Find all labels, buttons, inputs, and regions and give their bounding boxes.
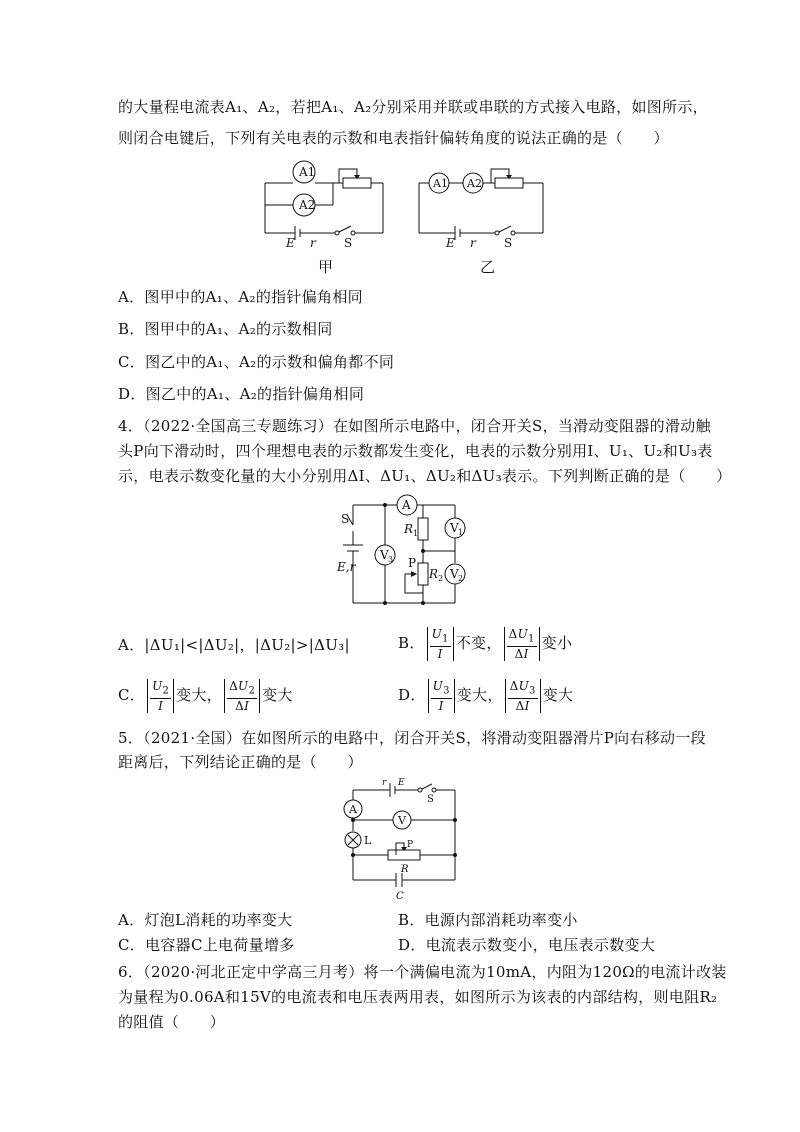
- q5-option-a: A．灯泡L消耗的功率变大: [118, 911, 293, 929]
- svg-text:S: S: [344, 236, 353, 250]
- q6-line2: 为量程为0.06A和15V的电流表和电压表两用表，如图所示为该表的内部结构，则电阻R₂: [118, 988, 718, 1006]
- q5-line2: 距离后，下列结论正确的是（ ）: [118, 753, 363, 771]
- q4-option-c: C． $\frac{U_2}{I}$ 变大， $\frac{\Delta U_2}{\Delta I}$ 变大: [118, 678, 293, 714]
- svg-text:r: r: [310, 236, 316, 250]
- a1-label: A1: [299, 165, 316, 179]
- q3-option-c: C．图乙中的A₁、A₂的示数和偏角都不同: [118, 353, 395, 371]
- circuit-figure-q4: [335, 493, 475, 608]
- q5-option-c: C．电容器C上电荷量增多: [118, 936, 295, 954]
- svg-text:r: r: [470, 236, 476, 250]
- svg-text:A2: A2: [467, 177, 482, 190]
- q4-option-a: A．|ΔU₁|<|ΔU₂|，|ΔU₂|>|ΔU₃|: [118, 636, 350, 654]
- svg-text:V: V: [450, 567, 459, 581]
- circuit-figure-jia: [255, 155, 395, 250]
- q3-option-a: A．图甲中的A₁、A₂的指针偏角相同: [118, 288, 363, 306]
- svg-text:3: 3: [388, 555, 394, 564]
- q4-option-b: B． $\frac{U_1}{I}$ 不变， $\frac{\Delta U_1}{\Delta I}$ 变小: [398, 626, 573, 662]
- svg-text:S: S: [504, 236, 513, 250]
- svg-text:r: r: [382, 778, 387, 788]
- svg-text:P: P: [408, 556, 417, 570]
- svg-text:P: P: [407, 840, 414, 850]
- svg-text:1: 1: [458, 528, 464, 537]
- q5-option-b: B．电源内部消耗功率变小: [398, 911, 578, 929]
- circuit-figure-yi: [415, 160, 555, 250]
- svg-text:V: V: [450, 521, 459, 535]
- svg-text:2: 2: [458, 574, 464, 583]
- q4-line3: 示，电表示数变化量的大小分别用ΔI、ΔU₁、ΔU₂和ΔU₃表示。下列判断正确的是（ ）: [118, 467, 732, 485]
- q3-option-b: B．图甲中的A₁、A₂的示数相同: [118, 320, 333, 338]
- svg-text:E: E: [398, 778, 405, 788]
- q6-line1: 6．（2020·河北正定中学高三月考）将一个满偏电流为10mA，内阻为120Ω的电流计改装: [118, 963, 727, 981]
- svg-text:R: R: [429, 567, 439, 581]
- svg-text:R: R: [404, 522, 414, 536]
- svg-text:A: A: [402, 498, 411, 512]
- q3-line2: 则闭合电键后，下列有关电表的示数和电表指针偏转角度的说法正确的是（ ）: [118, 129, 669, 147]
- svg-text:C: C: [396, 891, 404, 902]
- q4-line2: 头P向下滑动时，四个理想电表的示数都发生变化，电表的示数分别用I、U₁、U₂和U₃表: [118, 442, 713, 460]
- q4-line1: 4．（2022·全国高三专题练习）在如图所示电路中，闭合开关S，当滑动变阻器的滑动触: [118, 417, 711, 435]
- svg-text:V: V: [398, 814, 406, 827]
- svg-text:S: S: [427, 794, 434, 805]
- svg-text:2: 2: [438, 574, 444, 583]
- fig-jia-label: 甲: [318, 258, 334, 276]
- q5-line1: 5．（2021·全国）在如图所示的电路中，闭合开关S，将滑动变阻器滑片P向右移动一段: [118, 729, 706, 747]
- q3-line1: 的大量程电流表A₁、A₂，若把A₁、A₂分别采用并联或串联的方式接入电路，如图所示，: [118, 98, 708, 116]
- q3-option-d: D．图乙中的A₁、A₂的指针偏角相同: [118, 385, 365, 403]
- svg-text:S: S: [341, 512, 350, 526]
- q6-line3: 的阻值（ ）: [118, 1013, 226, 1031]
- svg-text:E: E: [446, 236, 455, 250]
- fig-yi-label: 乙: [480, 258, 496, 276]
- svg-text:A1: A1: [433, 177, 448, 190]
- svg-text:E,r: E,r: [337, 560, 356, 574]
- a2-label: A2: [299, 198, 316, 212]
- svg-text:L: L: [364, 834, 372, 847]
- svg-text:R: R: [401, 864, 409, 875]
- circuit-figure-q5: [340, 775, 460, 900]
- q5-option-d: D．电流表示数变小，电压表示数变大: [398, 936, 656, 954]
- svg-text:V: V: [380, 548, 389, 562]
- svg-text:A: A: [349, 803, 357, 816]
- svg-text:E: E: [286, 236, 295, 250]
- svg-text:1: 1: [413, 529, 419, 538]
- q4-option-d: D． $\frac{U_3}{I}$ 变大， $\frac{\Delta U_3}{\Delta I}$ 变大: [398, 678, 574, 714]
